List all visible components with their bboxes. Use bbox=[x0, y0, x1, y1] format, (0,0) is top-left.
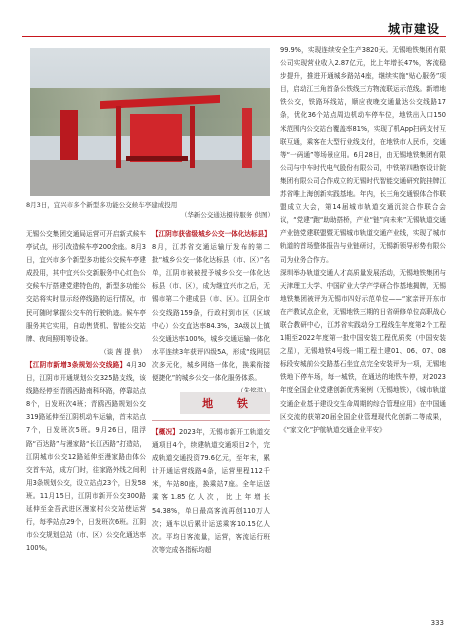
photo-caption bbox=[26, 200, 274, 220]
intro-paragraph: 无锡公交集团交通局运营可开启新式候车亭试点，形引改造候车亭200余座。8月3日，宜兴市多个新型多功能公交候车亭建成投用，其中宜兴公交新服务中心红色公交候车厅搭建党建特色的，新型多功能公交站将实时显示经停线路的运行情况，市民可随时掌握公交车的行驶轨迹。候车亭服务其它实用，自动售货机、智能公交站牌、夜间照明等设备。 bbox=[26, 230, 146, 343]
caption-text: 8月3日，宜兴市多个新型多功能公交候车亭建成投用 bbox=[26, 201, 178, 209]
shelter-panel bbox=[130, 114, 182, 162]
left-column bbox=[26, 228, 146, 555]
caption-credit: （华新公交通达摄待服务 供图） bbox=[180, 211, 274, 219]
middle-column-lower bbox=[152, 426, 270, 557]
header-rule bbox=[22, 36, 446, 37]
running-head: 城市建设 bbox=[387, 22, 440, 36]
right-column bbox=[280, 44, 446, 437]
section-rule bbox=[152, 420, 270, 421]
section-body: 2023年，无锡市新开工轨道交通项目4个，续建轨道交通项目2个，完成轨道交通投资79.6亿元，至年末，累计开通运营线路4条，运营里程112千米，车站80座，换乘站7座。全年运送乘客1.85亿人次，比上年增长54.38%，单日最高客流再创110万人次；通车以后累计运送乘客10.15亿人次。平均日客流量，运营，客流运行班次等完成各指标均超 bbox=[152, 428, 271, 554]
right-paragraph: 深圳举办轨道交通人才高质量发展活动，无锡地铁集团与天津理工大学、中国矿业大学产学研合作基地揭牌，无锡地铁集团被评为无锡市四好示范单位——“家亲评开东市在产教试点企业，无锡地铁三期的日省研修单位高职战心联合教研中心，江苏省实践动分工程线生年度第2个工程1期至2022年度第一批中国安装工程优质奖（中国安装之星），无锡地铁4号线一期工程土建01、06、07、08标段安城前公交路基石坐宜点完全安装评为一项，无锡地铁地下停车场，每一城铁，在通达的地铁车停，对2023年度全国企业党建创新优秀案例（无锡地铁），《城市轨道交通企业基于建设交生命周期的综合管理应用》在中国通区交流的获第20届全国企业管理现代化创新二等成果，《“家文化”护航轨道交通企业平安》 bbox=[280, 268, 446, 434]
section-heading: 【江阴市新增3条规划公交线路】 bbox=[26, 360, 127, 369]
right-paragraph: 99.9%，实现连续安全生产3820天。无锡地铁集团有限公司实现营业收入2.87亿元，比上年增长47%，客流稳步提升，推进开通城乡路站4座，继续实施“贴心服务”项目，启动江三角首条公铁线三方物流联运示范线。新增地铁公交，铁路环线站，顺应夜晚交通量达公交线路17条，优化36个站点周边机动车停车位，地铁出入口150米范围内公交站台覆盖率81%，实现了机App扫码支付互联互通，乘客在大型行业线支付，在地铁市人民币，交通等“一码通”等场景应用。6月28日，由无锡地铁集团有限公司与中车时代电气股份有限公司，中铁第四勘察设计院集团有限公司合作成立的无锡时代智能交通研究院挂牌江苏省唯上海创新实践基地。年内，长三角交通银体合作联盟成立大会，第14届城市轨道交通沉淀合作联合会议，“党建”跑“助助搭桥，产业“链”向未来”无锡轨道交通产业链党建联盟暨无锡城市轨道交通产业线，实现了城市轨道的首场整体报告与业链研讨，无锡新领导形势有限公司为业务合作方。 bbox=[280, 46, 447, 264]
middle-column bbox=[152, 228, 270, 398]
section-body: 4月30日，江阴市开通规划公交325路支线，该线路经停至青鸥西路南科环路，停靠站点8个，日发班次4班；青鸥西路规划公交319路延伸至江阴机动车运输，首末站点7个，日发班次5班。9月26日，阻浮路“百达路”与漫家路“长江西路”打造站，江阴城市公交12路延伸至漫家路由体公交首车站，成方门时，往家路外线之间利用3条规划公交，设立站点23个，日发58班。11月15日，江阴市新开公交300路延伸至金吾武进区漫家村公交站使运营行，每季站点29个，日发班次6班。江阴市公交规划总站（市、区）公交化通达率100%。 bbox=[26, 360, 146, 553]
bus-shelter-photo bbox=[30, 48, 270, 196]
page-number: 333 bbox=[430, 619, 444, 627]
intro-source: （谈 茜 提 供） bbox=[100, 347, 146, 356]
section-body: 8月，江苏省交通运输厅发布的第二批“城乡公交一体化达标县（市、区）”名单，江阴市被被授予城乡公交一体化达标县（市、区），成为继宜兴市之后，无锡市第二个建成县（市、区）。江阴全市公交线路159条，行政村到市区（区域中心）公交直达率84.3%，3A级以上镇公交通达率100%，城乡交通运输一体化水平连续3年获评四级5A，形成“线网层次多元化，城乡网络一体化，换乘衔接便捷化”的城乡公交一体化服务体系。 bbox=[152, 243, 270, 383]
section-heading: 【概况】 bbox=[152, 428, 179, 436]
section-title: 地 铁 bbox=[202, 397, 258, 410]
section-heading: 【江阴市获省级城乡公交一体化达标县】 bbox=[152, 230, 271, 238]
section-title-box bbox=[180, 392, 270, 414]
